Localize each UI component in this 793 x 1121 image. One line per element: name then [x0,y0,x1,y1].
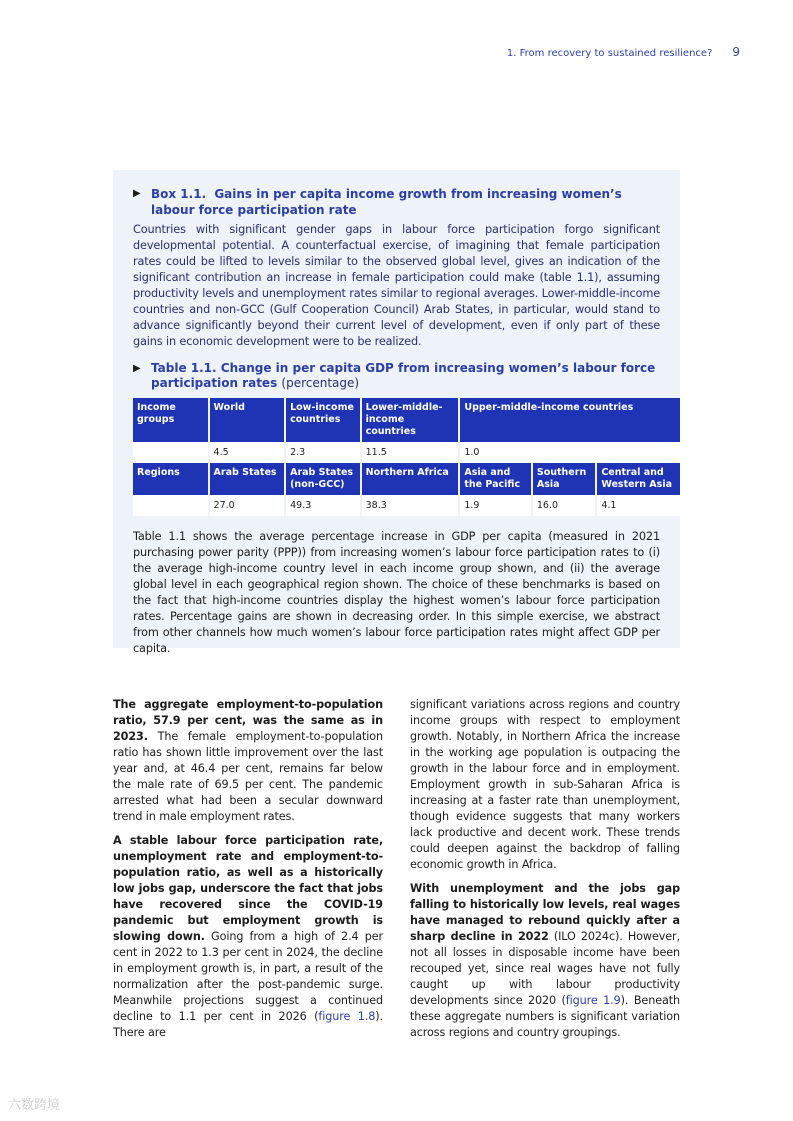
paragraph-lead: With unemployment and the jobs gap falling to historically low levels, real wages have managed to rebound quickly after a sharp decline in 2022 [410,882,680,943]
paragraph [113,697,383,825]
page-number: 9 [732,45,740,59]
table-unit: (percentage) [281,376,360,390]
box-label: Box 1.1. [151,187,207,201]
right-column [410,697,680,1049]
table-header-cell: Low-income countries [286,398,360,442]
table-cell [133,442,208,463]
paragraph-text: significant variations across regions and country income groups with respect to employment growth. Notably, in Northern Africa the increase in the working age population is outpacing the growth in the labour force and in employment. Employment growth in sub-Saharan Africa is increasing at a faster rate than unemployment, though evidence suggests that many workers lack productive and decent work. These trends could deepen against the backdrop of falling economic growth in Africa. [410,698,680,871]
figure-link[interactable]: figure 1.9 [565,994,621,1007]
paragraph-text: ). Beneath these aggregate numbers is significant variation across regions and country groupings. [410,994,681,1039]
table-header-cell: Asia and the Pacific [460,463,531,495]
table-header-cell: World [210,398,285,442]
table-cell: 1.9 [460,495,531,516]
paragraph-lead: A stable labour force participation rate, unemployment rate and employment-to-population ratio, as well as a historically low jobs gap, underscore the fact that jobs have recovered since the COVID-19 pandemic but employment growth is slowing down. [113,834,383,943]
table-title [151,361,660,391]
triangle-bullet-icon: ▶ [133,363,141,374]
paragraph-text: ). There are [113,1010,383,1039]
paragraph-lead: The aggregate employment-to-population ratio, 57.9 per cent, was the same as in 2023. [113,698,383,743]
table-heading [133,361,660,391]
box-paragraph: Countries with significant gender gaps in labour force participation forgo significant developmental potential. A counterfactual exercise, of imagining that female participation rates could be lifted to levels similar to the observed global level, gives an indication of the significant contribution an increase in female participation could make (table 1.1), assuming productivity levels and unemployment rates similar to regional averages. Lower-middle-income countries and non-GCC (Gulf Cooperation Council) Arab States, in particular, would stand to advance significantly beyond their current level of development, even if only part of these gains in economic development were to be realized. [133,223,660,348]
table-cell [133,495,208,516]
running-header [430,45,740,59]
table-cell: 16.0 [533,495,595,516]
table-cell: 4.5 [210,442,285,463]
table-title-text: Change in per capita GDP from increasing women’s labour force participation rates [151,361,656,390]
table-header-cell: Regions [133,463,208,495]
income-values-row [133,442,680,463]
watermark: 六数跨境 [8,1098,61,1113]
table-cell: 38.3 [362,495,459,516]
gdp-table [131,398,682,516]
table-cell: 11.5 [362,442,459,463]
box-title-text: Gains in per capita income growth from increasing women’s labour force participation rate [151,187,622,217]
region-header-row [133,463,680,495]
figure-link[interactable]: figure 1.8 [318,1010,376,1023]
table-header-cell: Upper-middle-income countries [460,398,680,442]
table-note: Table 1.1 shows the average percentage increase in GDP per capita (measured in 2021 purchasing power parity (PPP)) from increasing women’s labour force participation rates to (i) the average high-income country level in each income group shown, and (ii) the average global level in each geographical region shown. The choice of these benchmarks is based on the fact that high-income countries display the highest women’s labour force participation rates. Percentage gains are shown in decreasing order. In this simple exercise, we abstract from other channels how much women’s labour force participation rates might affect GDP per capita. [133,530,660,655]
paragraph-text: The female employment-to-population ratio has shown little improvement over the last year and, at 46.4 per cent, remains far below the male rate of 69.5 per cent. The pandemic arrested what had been a secular downward trend in male employment rates. [113,730,383,823]
table-header-cell: Lower-middle-income countries [362,398,459,442]
table-header-cell: Northern Africa [362,463,459,495]
region-values-row [133,495,680,516]
table-label: Table 1.1. [151,361,217,375]
box-heading [133,186,660,218]
triangle-bullet-icon: ▶ [133,188,141,199]
table-cell: 4.1 [597,495,680,516]
table-cell: 49.3 [286,495,360,516]
table-header-cell: Income groups [133,398,208,442]
box-1-1 [113,170,680,655]
paragraph [113,833,383,1041]
table-cell: 1.0 [460,442,680,463]
table-cell: 27.0 [210,495,285,516]
table-header-cell: Arab States (non-GCC) [286,463,360,495]
section-title: 1. From recovery to sustained resilience? [506,48,713,59]
box-title [151,186,660,218]
paragraph-text: (ILO 2024c). However, not all losses in disposable income have been recouped yet, since real wages have not fully caught up with labour productivity developments since 2020 ( [410,930,680,1007]
paragraph [410,881,680,1041]
body-columns [113,697,680,1049]
paragraph [410,697,680,873]
table-header-cell: Central and Western Asia [597,463,680,495]
paragraph-text: Going from a high of 2.4 per cent in 2022 to 1.3 per cent in 2024, the decline in employment growth is, in part, a result of the normalization after the post-pandemic surge. Meanwhile projections suggest a continued decline to 1.1 per cent in 2026 ( [113,930,383,1023]
left-column [113,697,383,1049]
table-cell: 2.3 [286,442,360,463]
table-header-cell: Arab States [210,463,285,495]
table-header-cell: Southern Asia [533,463,595,495]
income-header-row [133,398,680,442]
